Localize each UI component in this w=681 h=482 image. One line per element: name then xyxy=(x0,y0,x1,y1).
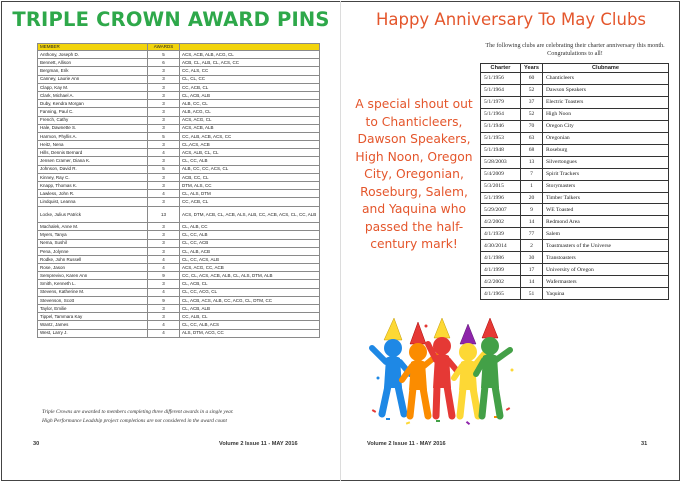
club-name-cell: Timber Talkers xyxy=(543,192,669,204)
member-cell: Clark, Michael A. xyxy=(38,91,148,99)
awards-count-cell: 9 xyxy=(148,272,180,280)
table-row xyxy=(38,231,320,239)
page-gutter xyxy=(340,1,341,481)
awards-list-cell: DTM, ALS, CC xyxy=(180,182,320,190)
charter-header: Charter xyxy=(481,64,521,73)
years-cell: 52 xyxy=(521,108,543,120)
awards-list-cell: CC, ALB, ACB, ACS, CC xyxy=(180,132,320,140)
awards-list-cell: ALB, CC, CC, ACS, CL xyxy=(180,165,320,173)
charter-date-cell: 5/1/1956 xyxy=(481,73,521,85)
member-cell: Clapp, Kay M. xyxy=(38,83,148,91)
table-row xyxy=(38,132,320,140)
member-cell: Rodke, John Russell xyxy=(38,255,148,263)
member-cell: Duby, Kendra Morgan xyxy=(38,100,148,108)
footnote-line-2: High Performance Leadship project completions are not considered in the award count xyxy=(42,417,228,424)
member-cell: Fanning, Paul C. xyxy=(38,108,148,116)
member-cell: Stevens, Katherine M. xyxy=(38,288,148,296)
table-row xyxy=(38,329,320,337)
table-row xyxy=(481,132,669,144)
right-page-number: 31 xyxy=(641,441,648,447)
awards-count-cell: 3 xyxy=(148,108,180,116)
club-name-cell: Silvertongues xyxy=(543,156,669,168)
table-row xyxy=(481,144,669,156)
years-cell: 70 xyxy=(521,120,543,132)
charter-date-cell: 4/1/1999 xyxy=(481,264,521,276)
charter-date-cell: 5/4/2009 xyxy=(481,168,521,180)
years-cell: 68 xyxy=(521,144,543,156)
table-row xyxy=(38,173,320,181)
charter-date-cell: 5/1/1964 xyxy=(481,84,521,96)
table-row xyxy=(38,190,320,198)
table-row xyxy=(481,168,669,180)
clubname-header: Clubname xyxy=(543,64,669,73)
awards-count-cell: 3 xyxy=(148,124,180,132)
awards-list-cell: CL, ACB, ALB xyxy=(180,91,320,99)
club-name-cell: Oregonian xyxy=(543,132,669,144)
member-cell: Anthony, Joseph D. xyxy=(38,51,148,59)
member-cell: Knapp, Thomas K. xyxy=(38,182,148,190)
table-row xyxy=(481,180,669,192)
charter-date-cell: 4/2/2002 xyxy=(481,276,521,288)
left-page-number: 30 xyxy=(33,441,40,447)
awards-count-cell: 3 xyxy=(148,141,180,149)
awards-count-cell: 9 xyxy=(148,296,180,304)
table-row xyxy=(38,51,320,59)
awards-count-cell: 5 xyxy=(148,165,180,173)
table-row xyxy=(481,192,669,204)
member-cell: French, Cathy xyxy=(38,116,148,124)
member-cell: Heitz, Nena xyxy=(38,141,148,149)
anniversary-table xyxy=(480,63,669,300)
charter-date-cell: 5/1/1946 xyxy=(481,120,521,132)
table-row xyxy=(38,91,320,99)
awards-list-cell: CL,ACS, ACB xyxy=(180,141,320,149)
table-row xyxy=(38,239,320,247)
awards-count-cell: 3 xyxy=(148,75,180,83)
awards-list-cell: CL, ALS, DTM xyxy=(180,190,320,198)
club-name-cell: Toastmasters of the Universe xyxy=(543,240,669,252)
table-row xyxy=(38,280,320,288)
member-cell: Taylor, Emilie xyxy=(38,305,148,313)
awards-list-cell: ACB, CC, CL xyxy=(180,173,320,181)
awards-list-cell: CL, ALB, CC xyxy=(180,223,320,231)
years-cell: 63 xyxy=(521,132,543,144)
member-cell: Canney, Laurie Ann xyxy=(38,75,148,83)
table-row xyxy=(38,75,320,83)
awards-list-cell: CL, CC, ALB xyxy=(180,231,320,239)
table-row xyxy=(38,165,320,173)
award-list-header xyxy=(180,44,320,51)
years-cell: 2 xyxy=(521,240,543,252)
footnote-line-1: Triple Crowns are awarded to members completing three different awards in a single year. xyxy=(42,409,234,415)
charter-date-cell: 4/1/1939 xyxy=(481,228,521,240)
table-row xyxy=(481,240,669,252)
charter-date-cell: 4/1/1965 xyxy=(481,288,521,300)
charter-date-cell: 5/1/1953 xyxy=(481,132,521,144)
member-cell: Nema, Sushil xyxy=(38,239,148,247)
blue-figure xyxy=(372,318,410,414)
table-row xyxy=(481,216,669,228)
years-cell: 60 xyxy=(521,73,543,85)
table-row xyxy=(481,252,669,264)
award-footnote xyxy=(42,408,332,425)
awards-count-cell: 3 xyxy=(148,198,180,206)
table-row xyxy=(481,73,669,85)
club-name-cell: Electric Toasters xyxy=(543,96,669,108)
member-cell: Smith, Kenneth L. xyxy=(38,280,148,288)
table-row xyxy=(38,264,320,272)
awards-list-cell: ACS, ACB, ALB xyxy=(180,124,320,132)
awards-list-cell: ACS, ACG, CL xyxy=(180,116,320,124)
years-cell: 30 xyxy=(521,252,543,264)
awards-count-cell: 3 xyxy=(148,223,180,231)
table-header-row xyxy=(38,44,320,51)
table-row xyxy=(38,149,320,157)
club-name-cell: Yaquina xyxy=(543,288,669,300)
charter-date-cell: 4/1/1986 xyxy=(481,252,521,264)
club-name-cell: Chanticleers xyxy=(543,73,669,85)
club-name-cell: High Noon xyxy=(543,108,669,120)
years-header: Years xyxy=(521,64,543,73)
awards-list-cell: CL, CL, CC xyxy=(180,75,320,83)
awards-list-cell: CL, ACB, ALB xyxy=(180,305,320,313)
table-row xyxy=(38,255,320,263)
charter-date-cell: 5/29/2007 xyxy=(481,204,521,216)
table-row xyxy=(38,288,320,296)
club-name-cell: Storymasters xyxy=(543,180,669,192)
awards-count-cell: 3 xyxy=(148,280,180,288)
left-page-title: TRIPLE CROWN AWARD PINS xyxy=(12,8,330,31)
awards-count-cell: 3 xyxy=(148,313,180,321)
years-cell: 20 xyxy=(521,192,543,204)
years-cell: 37 xyxy=(521,96,543,108)
table-header-row xyxy=(481,64,669,73)
anniversary-rows xyxy=(481,73,669,300)
club-name-cell: Salem xyxy=(543,228,669,240)
table-row xyxy=(38,321,320,329)
left-issue-label: Volume 2 Issue 11 - MAY 2016 xyxy=(219,441,298,447)
awards-count-cell: 3 xyxy=(148,247,180,255)
awards-count-cell: 4 xyxy=(148,255,180,263)
member-header: MEMBER xyxy=(38,44,148,51)
years-cell: 14 xyxy=(521,216,543,228)
right-issue-label: Volume 2 Issue 11 - MAY 2016 xyxy=(367,441,446,447)
green-figure xyxy=(476,318,510,416)
charter-date-cell: 5/28/2003 xyxy=(481,156,521,168)
table-row xyxy=(481,276,669,288)
table-row xyxy=(38,247,320,255)
charter-date-cell: 5/1/1964 xyxy=(481,108,521,120)
member-cell: Semprevivo, Karen Ann xyxy=(38,272,148,280)
awards-list-cell: CL, ACB, ACS, ALB, CC, ACG, CL, DTM, CC xyxy=(180,296,320,304)
member-cell: Locke, Julius Patrick xyxy=(38,206,148,223)
right-page-title: Happy Anniversary To May Clubs xyxy=(375,10,647,29)
party-figures-illustration xyxy=(366,318,518,428)
awards-count-cell: 3 xyxy=(148,67,180,75)
table-row xyxy=(38,223,320,231)
charter-date-cell: 5/1/1979 xyxy=(481,96,521,108)
table-row xyxy=(38,141,320,149)
charter-date-cell: 4/2/2002 xyxy=(481,216,521,228)
club-name-cell: Wafermasters xyxy=(543,276,669,288)
club-name-cell: WE Toasted xyxy=(543,204,669,216)
table-row xyxy=(38,313,320,321)
awards-count-cell: 4 xyxy=(148,190,180,198)
orange-figure xyxy=(402,322,436,416)
awards-count-cell: 4 xyxy=(148,321,180,329)
awards-count-cell: 3 xyxy=(148,100,180,108)
awards-list-cell: CC, ACB, CL xyxy=(180,198,320,206)
years-cell: 52 xyxy=(521,84,543,96)
awards-count-cell: 3 xyxy=(148,231,180,239)
awards-list-cell: CL, CC, ALB xyxy=(180,157,320,165)
member-cell: Bergman, Erik xyxy=(38,67,148,75)
years-cell: 77 xyxy=(521,228,543,240)
member-cell: Pena, Jolynne xyxy=(38,247,148,255)
club-name-cell: Spirit Trackers xyxy=(543,168,669,180)
awards-count-cell: 5 xyxy=(148,51,180,59)
awards-count-cell: 13 xyxy=(148,206,180,223)
table-row xyxy=(481,84,669,96)
table-row xyxy=(481,120,669,132)
table-row xyxy=(38,272,320,280)
member-cell: Myers, Tanya xyxy=(38,231,148,239)
awards-list-cell: ALB, CC, CL xyxy=(180,100,320,108)
table-row xyxy=(481,288,669,300)
member-cell: Harmon, Phyllis A. xyxy=(38,132,148,140)
awards-header: AWARDS xyxy=(148,44,180,51)
awards-list-cell: ACS, ALB, CL, CL xyxy=(180,149,320,157)
member-cell: Hills, Dennis Bernard xyxy=(38,149,148,157)
awards-list-cell: CL, ALB, ACB xyxy=(180,247,320,255)
club-name-cell: University of Oregon xyxy=(543,264,669,276)
member-cell: Lawless, John R. xyxy=(38,190,148,198)
awards-count-cell: 3 xyxy=(148,173,180,181)
years-cell: 17 xyxy=(521,264,543,276)
awards-list-cell: CC, ALB, CL xyxy=(180,313,320,321)
table-row xyxy=(38,296,320,304)
awards-count-cell: 3 xyxy=(148,305,180,313)
years-cell: 51 xyxy=(521,288,543,300)
table-row xyxy=(481,204,669,216)
member-cell: Lindquist, Leanna xyxy=(38,198,148,206)
table-row xyxy=(481,228,669,240)
awards-count-cell: 3 xyxy=(148,91,180,99)
awards-list-cell: CC, ACB, CL xyxy=(180,83,320,91)
charter-date-cell: 5/3/2015 xyxy=(481,180,521,192)
table-row xyxy=(38,67,320,75)
table-row xyxy=(38,116,320,124)
club-name-cell: Redmond Area xyxy=(543,216,669,228)
awards-count-cell: 3 xyxy=(148,83,180,91)
years-cell: 13 xyxy=(521,156,543,168)
awards-list-cell: CC, ALS, CC xyxy=(180,67,320,75)
charter-date-cell: 5/1/1948 xyxy=(481,144,521,156)
awards-count-cell: 4 xyxy=(148,329,180,337)
member-cell: Machalek, Anne M. xyxy=(38,223,148,231)
awards-list-cell: CC, CL, ACS, ACB, ALB, CL, ALS, DTM, ALB xyxy=(180,272,320,280)
awards-list-cell: CL, CC, ACS, ALB xyxy=(180,255,320,263)
member-cell: Bennett, Allison xyxy=(38,59,148,67)
club-name-cell: Roseburg xyxy=(543,144,669,156)
table-row xyxy=(481,96,669,108)
table-row xyxy=(38,198,320,206)
table-row xyxy=(38,182,320,190)
member-cell: Stevenson, Scott xyxy=(38,296,148,304)
table-row xyxy=(38,59,320,67)
table-row xyxy=(38,108,320,116)
table-row xyxy=(38,83,320,91)
table-row xyxy=(38,305,320,313)
years-cell: 7 xyxy=(521,168,543,180)
shout-out-text: A special shout out to Chanticleers, Dawson Speakers, High Noon, Oregon City, Oregonian, Roseburg, Salem, and Yaquina who passed the half-century mark! xyxy=(355,97,473,251)
member-cell: Tippel, Tammara Kay xyxy=(38,313,148,321)
table-row xyxy=(38,206,320,223)
awards-list-cell: CL, CC, ALB, ACS xyxy=(180,321,320,329)
awards-list-cell: ALS, DTM, ACG, CC xyxy=(180,329,320,337)
table-row xyxy=(481,108,669,120)
table-row xyxy=(38,124,320,132)
awards-count-cell: 3 xyxy=(148,116,180,124)
charter-date-cell: 5/1/1996 xyxy=(481,192,521,204)
anniversary-intro: The following clubs are celebrating their charter anniversary this month. Congratulations to all! xyxy=(485,42,665,57)
awards-count-cell: 4 xyxy=(148,264,180,272)
member-cell: Wantz, James xyxy=(38,321,148,329)
awards-list-cell: ACS, DTM, ACB, CL, ACB, ALS, ALB, CC, ACB, ACS, CL, CC, ALB xyxy=(180,206,320,223)
years-cell: 14 xyxy=(521,276,543,288)
table-row xyxy=(38,100,320,108)
charter-date-cell: 4/30/2014 xyxy=(481,240,521,252)
member-cell: Hale, Dawnette S. xyxy=(38,124,148,132)
club-name-cell: Transtoasters xyxy=(543,252,669,264)
triple-crown-table xyxy=(37,43,320,338)
years-cell: 9 xyxy=(521,204,543,216)
club-name-cell: Dawson Speakers xyxy=(543,84,669,96)
table-row xyxy=(481,156,669,168)
member-cell: West, Larry J. xyxy=(38,329,148,337)
triple-crown-rows xyxy=(38,51,320,338)
awards-count-cell: 3 xyxy=(148,239,180,247)
member-cell: Kinney, Ray C. xyxy=(38,173,148,181)
awards-list-cell: ACS, ACG, CC, ACB xyxy=(180,264,320,272)
awards-count-cell: 4 xyxy=(148,288,180,296)
awards-count-cell: 3 xyxy=(148,182,180,190)
awards-count-cell: 5 xyxy=(148,132,180,140)
table-row xyxy=(481,264,669,276)
awards-list-cell: CL, CC, ACG, CL xyxy=(180,288,320,296)
years-cell: 1 xyxy=(521,180,543,192)
awards-list-cell: ACB, CL, ALB, CL, ACS, CC xyxy=(180,59,320,67)
awards-list-cell: CL, CC, ACB xyxy=(180,239,320,247)
member-cell: Johnson, David R. xyxy=(38,165,148,173)
member-cell: Rose, Jason xyxy=(38,264,148,272)
awards-list-cell: CL, ACB, CL xyxy=(180,280,320,288)
table-row xyxy=(38,157,320,165)
red-figure xyxy=(428,318,458,416)
awards-count-cell: 6 xyxy=(148,59,180,67)
member-cell: Jensen Cramer, Diana K. xyxy=(38,157,148,165)
awards-list-cell: ALB, ACG, CL xyxy=(180,108,320,116)
awards-count-cell: 3 xyxy=(148,157,180,165)
awards-count-cell: 4 xyxy=(148,149,180,157)
awards-list-cell: ACS, ACB, ALB, ACG, CL xyxy=(180,51,320,59)
club-name-cell: Oregon City xyxy=(543,120,669,132)
